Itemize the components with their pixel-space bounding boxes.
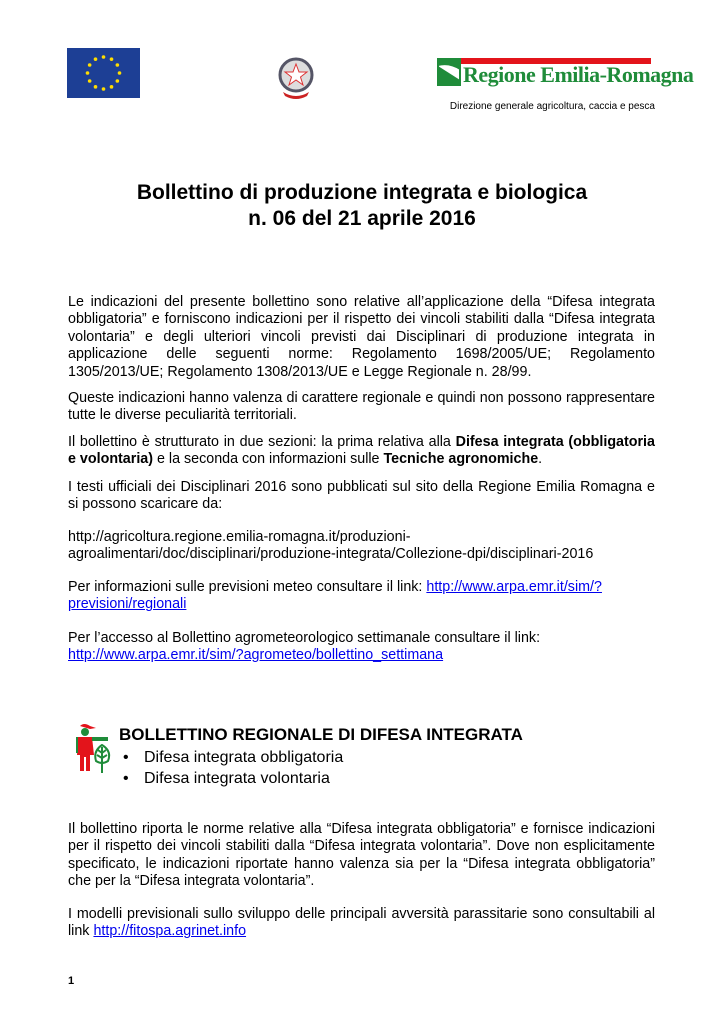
intro-paragraph: Queste indicazioni hanno valenza di carattere regionale e quindi non possono rappresentare tutte le diverse peculiarità territoriali. (68, 390, 655, 424)
section-heading: BOLLETTINO REGIONALE DI DIFESA INTEGRATA (119, 725, 523, 744)
eu-star-icon (110, 85, 114, 89)
meteo-link[interactable]: http://www.arpa.emr.it/sim/?previsioni/regionali (68, 579, 602, 613)
intro-paragraph: Le indicazioni del presente bollettino sono relative all’applicazione della “Difesa integrata obbligatoria” e forniscono indicazioni per il rispetto dei vincoli stabiliti dalla “Difesa integrata volontaria” e degli ulteriori vincoli previsti dai Disciplinari di produzione integrata in applicazione delle seguenti norme: Regolamento 1698/2005/UE; Regolamento 1305/2013/UE; Regolamento 1308/2013/UE e Legge Regionale n. 28/99. (68, 294, 655, 380)
list-item: • Difesa integrata volontaria (119, 768, 343, 789)
eu-flag-logo (67, 48, 140, 98)
eu-star-icon (94, 85, 98, 89)
models-paragraph: I modelli previsionali sullo sviluppo delle principali avversità parassitarie sono consultabili al link http://fitospa.agrinet.info (68, 906, 655, 940)
fitospa-link[interactable]: http://fitospa.agrinet.info (93, 923, 247, 940)
farmer-plant-icon (74, 723, 114, 773)
disciplinari-paragraph: I testi ufficiali dei Disciplinari 2016 sono pubblicati sul sito della Regione Emilia Romagna e si possono scaricare da: (68, 479, 655, 513)
agrometeo-paragraph: Per l’accesso al Bollettino agrometeorologico settimanale consultare il link: http://www.arpa.emr.it/sim/?agrometeo/bollettino_settimana (68, 630, 541, 664)
eu-star-icon (116, 63, 120, 67)
page-number: 1 (68, 975, 75, 987)
eu-star-icon (110, 57, 114, 61)
agrometeo-link[interactable]: http://www.arpa.emr.it/sim/?agrometeo/bollettino_settimana (68, 647, 444, 664)
eu-star-icon (116, 79, 120, 83)
page-title: Bollettino di produzione integrata e biologica n. 06 del 21 aprile 2016 (136, 181, 588, 230)
list-item: • Difesa integrata obbligatoria (119, 747, 343, 768)
eu-star-icon (86, 71, 90, 75)
eu-star-icon (102, 87, 106, 91)
eu-star-icon (94, 57, 98, 61)
meteo-paragraph: Per informazioni sulle previsioni meteo consultare il link: http://www.arpa.emr.it/sim/?previsioni/regionali (68, 579, 602, 613)
italian-republic-emblem (275, 54, 317, 100)
disciplinari-url: http://agricoltura.regione.emilia-romagna.it/produzioni- agroalimentari/doc/disciplinari/produzione-integrata/Collezione-dpi/disciplinari-2016 (68, 529, 594, 563)
department-name: Direzione generale agricoltura, caccia e pesca (449, 101, 655, 112)
defense-type-list (119, 747, 343, 789)
eu-star-icon (102, 55, 106, 59)
eu-star-icon (88, 63, 92, 67)
regione-emilia-romagna-logo: Regione Emilia-Romagna (437, 58, 651, 90)
section-paragraph: Il bollettino riporta le norme relative alla “Difesa integrata obbligatoria” e fornisce indicazioni per il rispetto dei vincoli stabiliti dalla “Difesa integrata volontaria”. Dove non esplicitamente specificato, le indicazioni riportate hanno valenza sia per la “Difesa integrata obbligatoria” che per la “Difesa integrata volontaria”. (68, 821, 655, 890)
eu-star-icon (118, 71, 122, 75)
structure-paragraph: Il bollettino è strutturato in due sezioni: la prima relativa alla Difesa integrata (obbligatoria e volontaria) e la seconda con informazioni sulle Tecniche agronomiche. (68, 434, 655, 468)
eu-star-icon (88, 79, 92, 83)
